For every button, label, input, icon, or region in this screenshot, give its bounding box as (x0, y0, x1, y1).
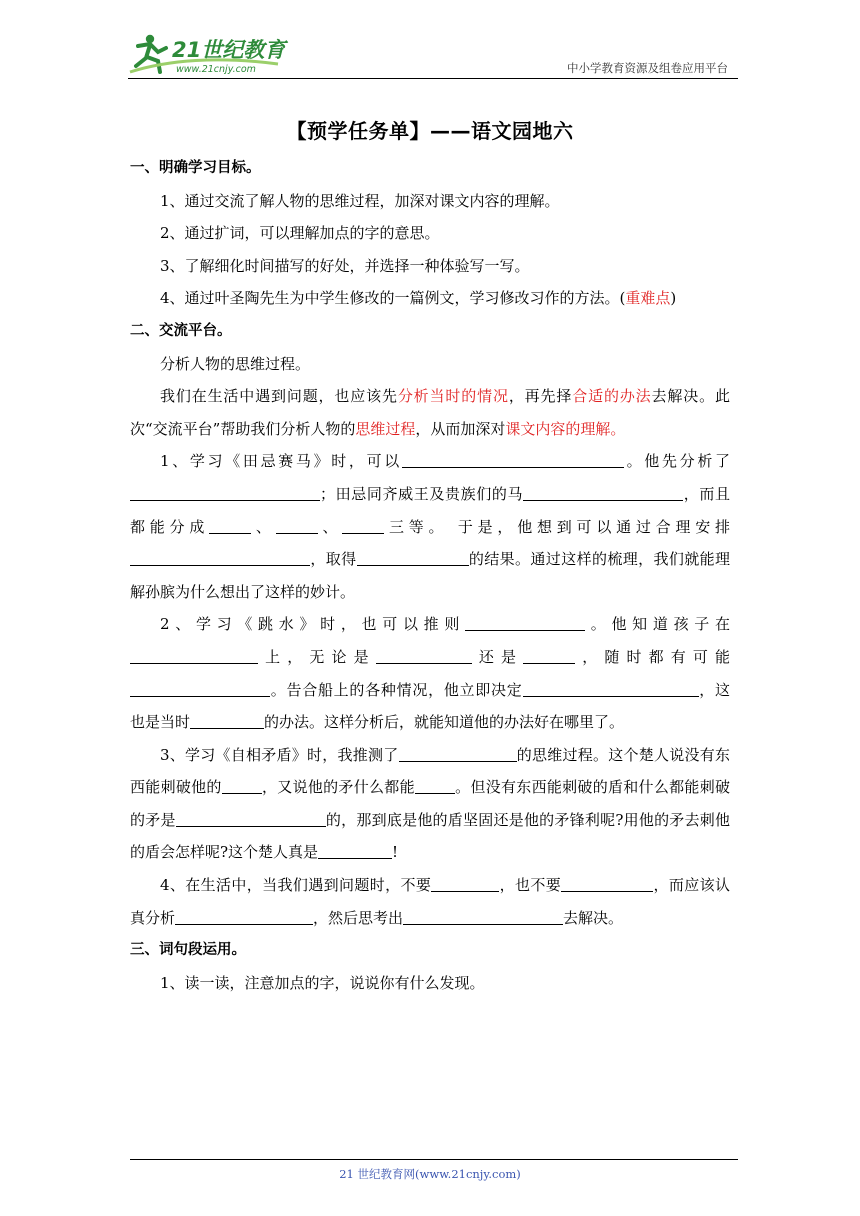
goal-item-2: 2、通过扩词，可以理解加点的字的意思。 (160, 224, 440, 243)
goal-item-3: 3、了解细化时间描写的好处，并选择一种体验写一写。 (160, 256, 530, 275)
footer-divider (130, 1159, 738, 1160)
highlight-text: 分析当时的情况 (397, 387, 509, 406)
text-run: 我们在生活中遇到问题，也应该先 (160, 387, 398, 406)
page-header (128, 30, 738, 78)
goal-item-4 (130, 282, 730, 315)
fill-blank[interactable] (190, 712, 264, 729)
header-divider (128, 78, 738, 79)
exchange-intro: 分析人物的思维过程。 (160, 354, 311, 373)
section-heading-goals: 一、明确学习目标。 (130, 160, 261, 176)
fill-blank[interactable] (431, 875, 499, 892)
goal-item-4-end: ) (670, 289, 677, 308)
fill-blank[interactable] (399, 745, 517, 762)
text-run: ，也不要 (499, 876, 562, 895)
fill-blank[interactable] (222, 778, 262, 795)
page-footer: 21 世纪教育网(www.21cnjy.com) (339, 1167, 521, 1181)
text-run: ，然后思考出 (313, 908, 404, 927)
text-run: ，而应该认真分析 (130, 876, 730, 927)
text-run: 。他知道孩子在 (585, 615, 730, 634)
fill-blank[interactable] (357, 549, 469, 566)
fill-blank[interactable] (523, 484, 683, 501)
text-run: 。他先分析了 (623, 452, 730, 471)
text-run: ! (392, 843, 399, 862)
text-run: 、 (251, 517, 276, 536)
text-run: 的办法。这样分析后，就能知道他的办法好在哪里了。 (264, 713, 625, 732)
section-heading-exchange: 二、交流平台。 (130, 322, 232, 339)
text-run: ，取得 (310, 550, 357, 569)
text-run: 还是 (471, 647, 524, 666)
text-run: 。告合船上的各种情况，他立即决定 (270, 680, 523, 699)
text-run: 去解决。 (563, 908, 624, 927)
text-run: ，随时都有可能 (575, 647, 730, 666)
text-run: ，又说他的矛什么都能 (261, 778, 415, 797)
logo-main-text: 21世纪教育 (172, 38, 286, 62)
fill-blank[interactable] (465, 615, 585, 632)
text-run: 1、学习《田忌赛马》时，可以 (160, 452, 402, 471)
text-run: 的思维过程。这个楚人说没有东西能刺破他的 (130, 745, 730, 797)
highlight-text: 课文内容的理解。 (505, 419, 626, 438)
section-heading-usage: 三、词句段运用。 (130, 942, 246, 959)
text-run: 。但没有东西能刺破的盾和什么都能刺破的矛是 (130, 778, 730, 829)
exchange-paragraph (130, 380, 730, 445)
fill-blank[interactable] (130, 484, 320, 501)
fill-blank[interactable] (415, 778, 455, 795)
text-run: 2、学习《跳水》时，也可以推则 (160, 615, 466, 634)
question-4 (130, 869, 730, 934)
fill-blank[interactable] (175, 908, 313, 925)
text-run: ，再先择 (508, 387, 573, 406)
question-3 (130, 739, 730, 869)
text-run: 的结果。通过这样的梳理，我们就能理解孙膑为什么想出了这样的妙计。 (130, 550, 730, 601)
text-run: ，这也是当时 (130, 680, 730, 732)
text-run: 上，无论是 (258, 647, 376, 666)
text-run: 、 (317, 517, 343, 536)
page-title: 【预学任务单】——语文园地六 (286, 119, 574, 143)
fill-blank[interactable] (376, 647, 472, 664)
goal-item-1: 1、通过交流了解人物的思维过程，加深对课文内容的理解。 (160, 191, 560, 210)
fill-blank[interactable] (276, 517, 318, 534)
header-tagline: 中小学教育资源及组卷应用平台 (567, 61, 728, 75)
text-run: 4、在生活中，当我们遇到问题时，不要 (160, 876, 432, 895)
text-run: ，而且都能分成 (130, 484, 730, 536)
fill-blank[interactable] (318, 843, 392, 860)
fill-blank[interactable] (402, 452, 624, 469)
text-run: 3、学习《自相矛盾》时，我推测了 (160, 745, 399, 764)
goal-item-4-text: 4、通过叶圣陶先生为中学生修改的一篇例文，学习修改习作的方法。( (160, 289, 626, 308)
fill-blank[interactable] (523, 647, 575, 664)
text-run: 去解决。此次“交流平台”帮助我们分析人物的 (130, 387, 730, 438)
text-run: 三等。 于是，他想到可以通过合理安排 (384, 517, 730, 536)
question-2 (130, 608, 730, 738)
highlight-text: 合适的办法 (572, 387, 652, 406)
fill-blank[interactable] (130, 647, 258, 664)
fill-blank[interactable] (130, 680, 270, 697)
fill-blank[interactable] (403, 908, 563, 925)
fill-blank[interactable] (130, 549, 310, 566)
text-run: ，从而加深对 (415, 419, 506, 438)
logo-url-text: www.21cnjy.com (176, 64, 256, 75)
fill-blank[interactable] (209, 517, 251, 534)
logo (128, 30, 298, 78)
fill-blank[interactable] (523, 680, 699, 697)
usage-item-1: 1、读一读，注意加点的字，说说你有什么发现。 (160, 973, 485, 992)
question-1 (130, 445, 730, 608)
highlight-text: 思维过程 (355, 419, 416, 438)
fill-blank[interactable] (342, 517, 384, 534)
text-run: ；田忌同齐威王及贵族们的马 (320, 484, 524, 503)
key-difficulty-note: 重难点 (625, 289, 671, 308)
fill-blank[interactable] (176, 810, 326, 827)
document-body (130, 152, 730, 999)
text-run: 的，那到底是他的盾坚固还是他的矛锋利呢?用他的矛去刺他的盾会怎样呢?这个楚人真是 (130, 810, 730, 862)
fill-blank[interactable] (561, 875, 653, 892)
